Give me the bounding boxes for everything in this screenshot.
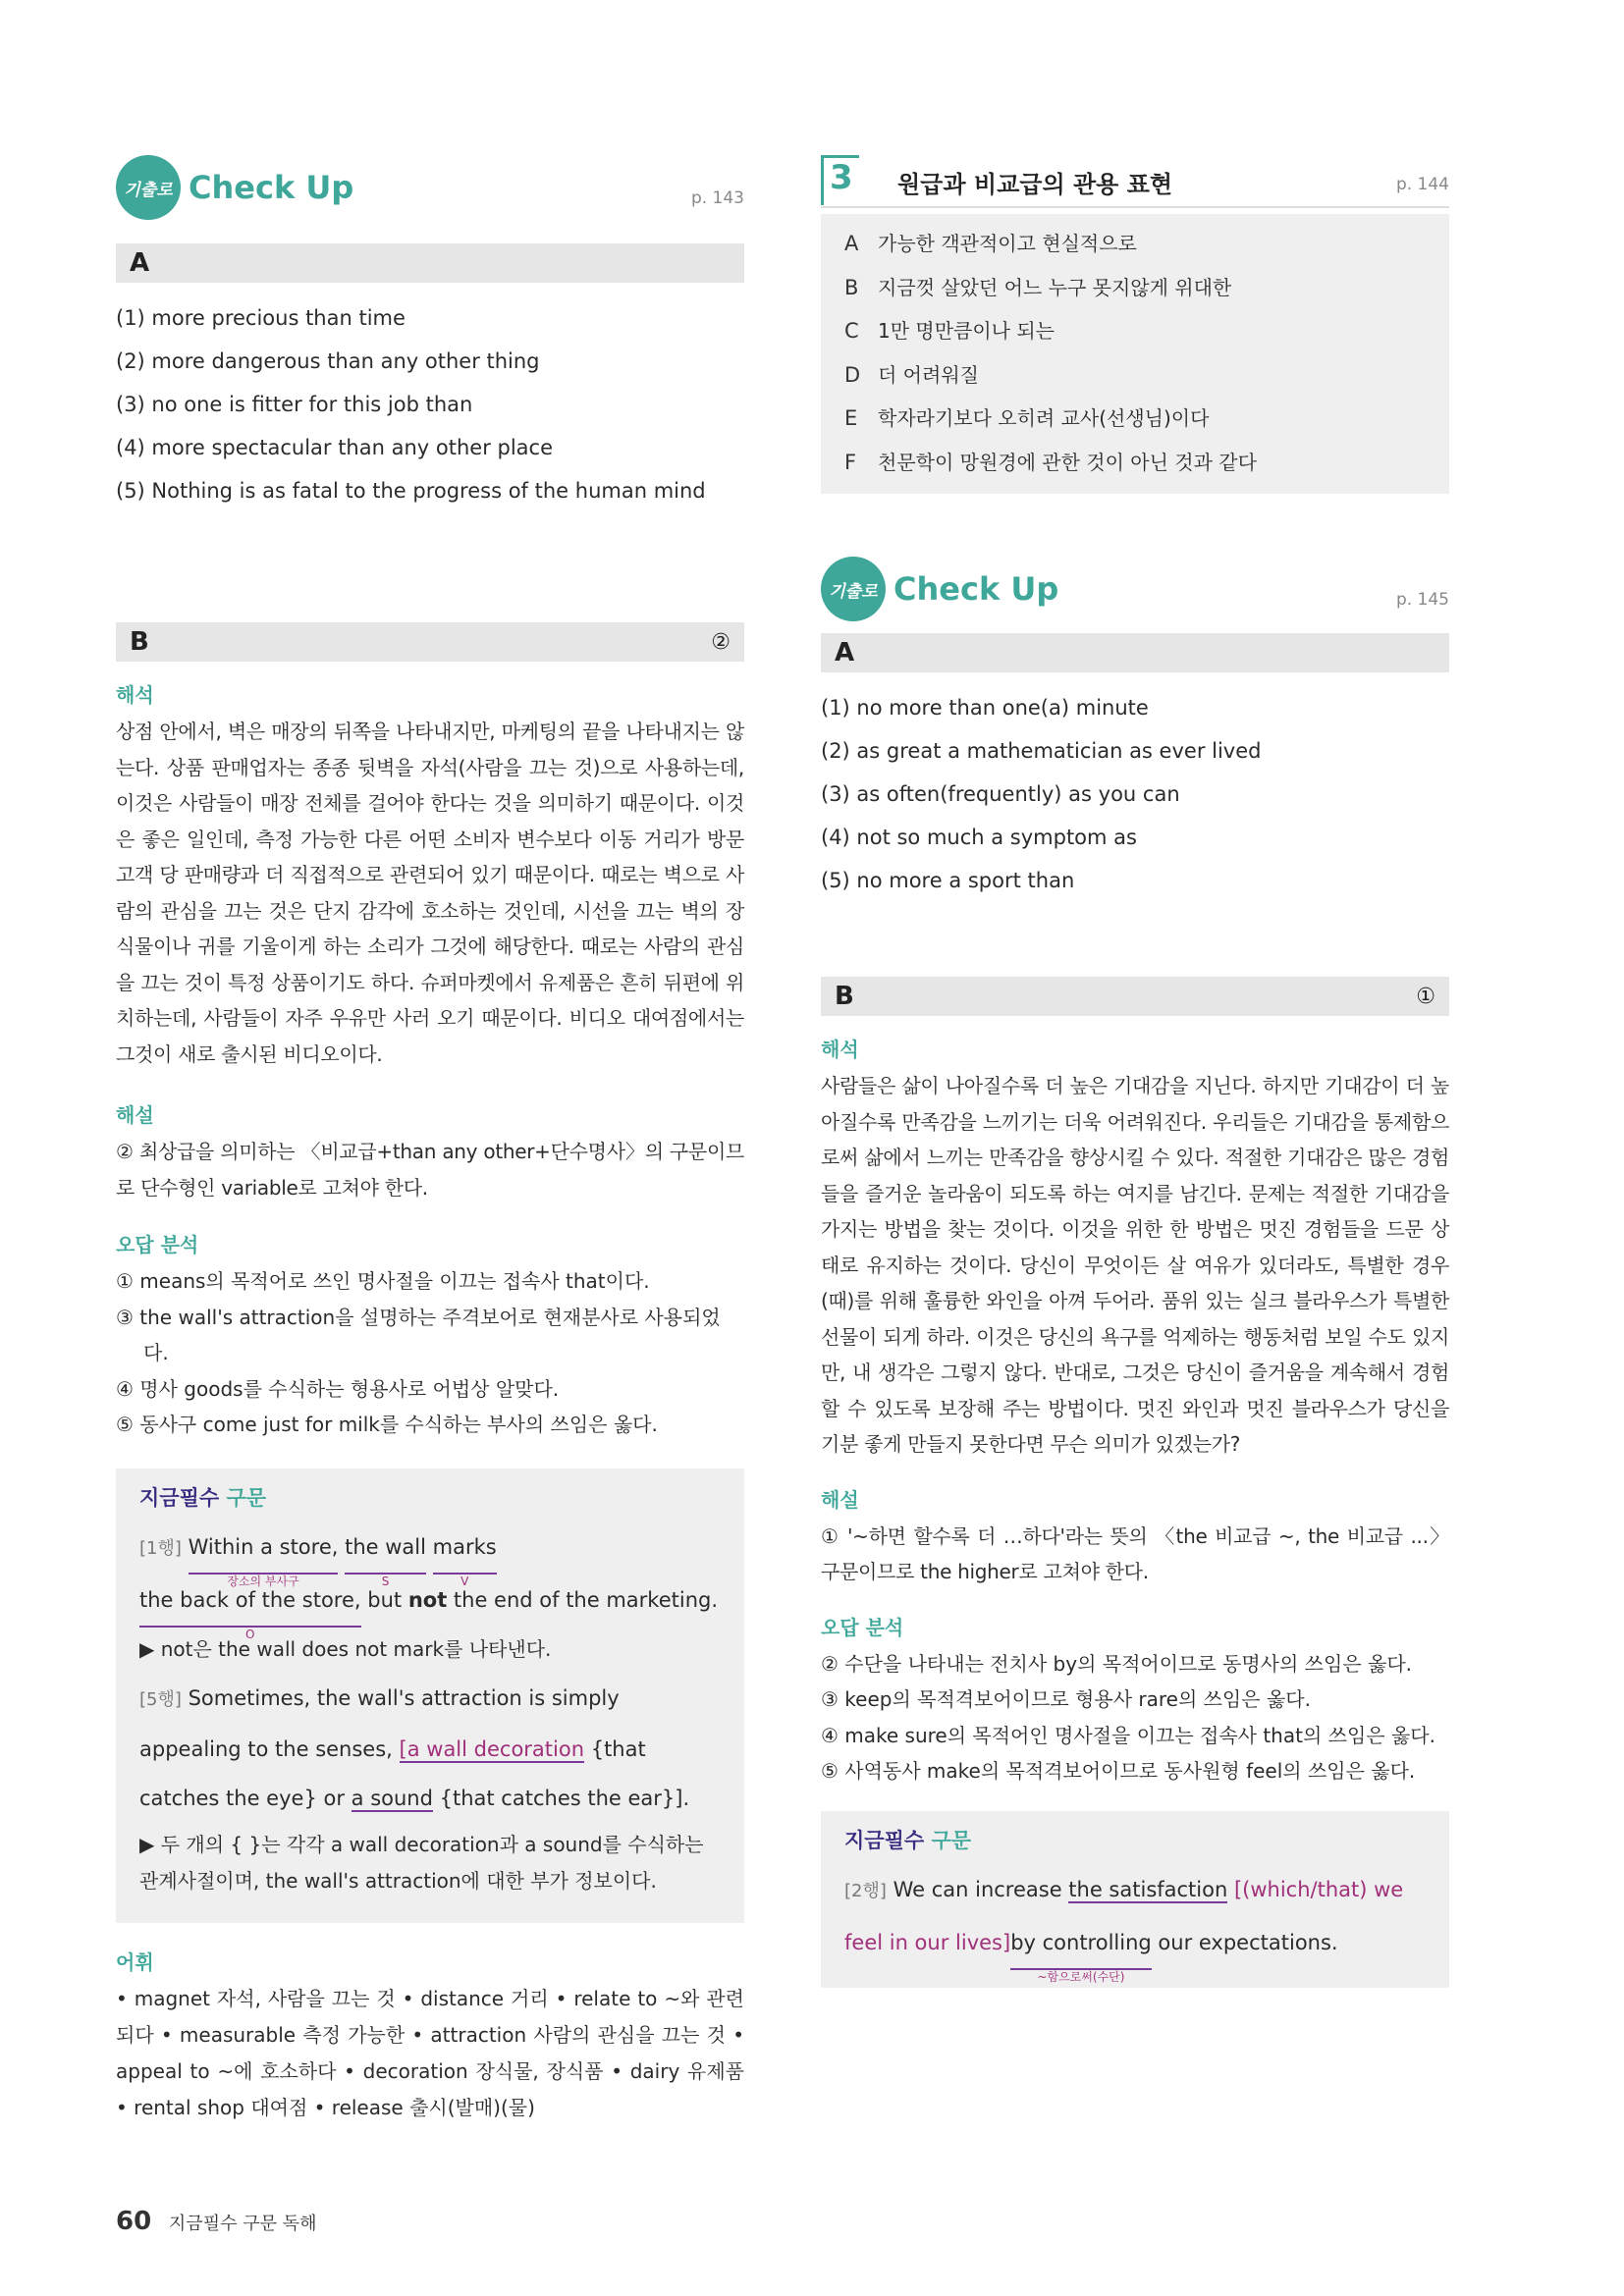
wrong-item: ① means의 목적어로 쓰인 명사절을 이끄는 접속사 that이다. bbox=[116, 1269, 650, 1293]
wrong-analysis-label: 오답 분석 bbox=[116, 1233, 199, 1256]
translation-label: 해석 bbox=[116, 683, 154, 707]
expression-item: F 천문학이 망원경에 관한 것이 아닌 것과 같다 bbox=[844, 450, 1257, 474]
wrong-analysis-list bbox=[116, 1263, 744, 1443]
page-ref: p. 144 bbox=[1395, 175, 1449, 194]
answer-item: (4) not so much a symptom as bbox=[821, 826, 1137, 849]
wrong-item: ③ the wall's attraction을 설명하는 주격보어로 현재분사로 사용되었다. bbox=[116, 1305, 721, 1364]
answer-item: (2) more dangerous than any other thing bbox=[116, 349, 540, 373]
grammar-title: 원급과 비교급의 관용 표현 bbox=[897, 171, 1173, 198]
checkup-badge: 기출로 bbox=[821, 557, 886, 621]
grammar-header bbox=[821, 147, 1449, 208]
answer-list-a bbox=[116, 296, 744, 512]
explanation-label: 해설 bbox=[116, 1103, 154, 1127]
wrong-analysis-list bbox=[821, 1646, 1449, 1789]
wrong-item: ④ 명사 goods를 수식하는 형용사로 어법상 알맞다. bbox=[116, 1376, 560, 1401]
answer-mark: ② bbox=[711, 629, 731, 655]
wrong-item: ⑤ 사역동사 make의 목적격보어이므로 동사원형 feel의 쓰임은 옳다. bbox=[821, 1759, 1416, 1783]
section-label: A bbox=[835, 638, 855, 667]
wrong-analysis-label: 오답 분석 bbox=[821, 1615, 904, 1639]
subject: the wall S bbox=[345, 1522, 426, 1575]
wrong-item: ② 수단을 나타내는 전치사 by의 목적어이므로 동명사의 쓰임은 옳다. bbox=[821, 1651, 1412, 1676]
page-ref: p. 143 bbox=[690, 188, 744, 208]
answer-list-a bbox=[821, 686, 1449, 902]
wrong-item: ③ keep의 목적격보어이므로 형용사 rare의 쓰임은 옳다. bbox=[821, 1687, 1311, 1711]
answer-item: (4) more spectacular than any other place bbox=[116, 436, 553, 459]
left-column bbox=[116, 147, 744, 2126]
vocab-label: 어휘 bbox=[116, 1949, 154, 1974]
page-number: 60 bbox=[116, 2207, 152, 2236]
section-b-bar bbox=[116, 622, 744, 662]
adverbial-phrase: Within a store, 장소의 부사구 bbox=[189, 1522, 339, 1575]
expression-item: D 더 어려워질 bbox=[844, 362, 979, 387]
answer-item: (1) more precious than time bbox=[116, 306, 406, 330]
object: the back of the store, O bbox=[139, 1575, 361, 1628]
page-ref: p. 145 bbox=[1395, 590, 1449, 610]
syntax-sentence-2: [5행] Sometimes, the wall's attraction is simply appealing to the senses, [a wall decoration {that catches the eye} or a sound {that catches the ear}]. bbox=[139, 1685, 690, 1810]
page-footer bbox=[116, 2207, 316, 2236]
checkup-title: Check Up bbox=[189, 169, 354, 206]
answer-item: (5) no more a sport than bbox=[821, 869, 1075, 892]
expression-box bbox=[821, 214, 1449, 494]
syntax-note-1: ▶ not은 the wall does not mark를 나타낸다. bbox=[139, 1636, 552, 1661]
section-label: B bbox=[130, 627, 149, 657]
expression-item: C 1만 명만큼이나 되는 bbox=[844, 319, 1055, 343]
answer-item: (3) as often(frequently) as you can bbox=[821, 782, 1180, 806]
answer-item: (5) Nothing is as fatal to the progress of the human mind bbox=[116, 479, 706, 503]
book-title: 지금필수 구문 독해 bbox=[168, 2214, 317, 2234]
box-title: 지금필수 구문 bbox=[844, 1828, 972, 1852]
key-syntax-box bbox=[116, 1468, 744, 1923]
vocab-text: • magnet 자석, 사람을 끄는 것 • distance 거리 • relate to ~와 관련되다 • measurable 측정 가능한 • attraction 사람의 관심을 끄는 것 • appeal to ~에 호소하다 • decoration 장식물, 장식품 • dairy 유제품 • rental shop 대여점 • release 출시(발매)(물) bbox=[116, 1986, 744, 2119]
checkup-badge: 기출로 bbox=[116, 155, 181, 220]
expression-item: A 가능한 객관적이고 현실적으로 bbox=[844, 232, 1137, 255]
answer-item: (1) no more than one(a) minute bbox=[821, 696, 1149, 720]
section-a-bar bbox=[116, 243, 744, 283]
checkup-header-2 bbox=[821, 549, 1449, 627]
checkup-title: Check Up bbox=[893, 570, 1059, 608]
explanation-text: ② 최상급을 의미하는 〈비교급+than any other+단수명사〉의 구문이므로 단수형인 variable로 고쳐야 한다. bbox=[116, 1140, 744, 1200]
wrong-item: ⑤ 동사구 come just for milk를 수식하는 부사의 쓰임은 옳다. bbox=[116, 1413, 658, 1436]
section-label: A bbox=[130, 248, 150, 278]
translation-text: 상점 안에서, 벽은 매장의 뒤쪽을 나타내지만, 마케팅의 끝을 나타내지는 않는다. 상품 판매업자는 종종 뒷벽을 자석(사람을 끄는 것)으로 사용하는데, 이것은 사람들이 매장 전체를 걸어야 한다는 것을 의미하기 때문이다. 이것은 좋은 일인데, 측정 가능한 다른 어떤 소비자 변수보다 이동 거리가 방문 고객 당 판매량과 더 직접적으로 관련되어 있기 때문이다. 때로는 벽으로 사람의 관심을 끄는 것은 단지 감각에 호소하는 것인데, 시선을 끄는 벽의 장식물이나 귀를 기울이게 하는 소리가 그것에 해당한다. 때로는 사람의 관심을 끄는 것이 특정 상품이기도 하다. 슈퍼마켓에서 유제품은 흔히 뒤편에 위치하는데, 사람들이 자주 우유만 사러 오기 때문이다. 비디오 대여점에서는 그것이 새로 출시된 비디오이다. bbox=[116, 720, 744, 1066]
section-b-bar bbox=[821, 977, 1449, 1016]
explanation-label: 해설 bbox=[821, 1487, 859, 1512]
translation-text: 사람들은 삶이 나아질수록 더 높은 기대감을 지닌다. 하지만 기대감이 더 높아질수록 만족감을 느끼기는 더욱 어려워진다. 우리들은 기대감을 통제함으로써 삶에서 느끼는 만족감을 향상시킬 수 있다. 적절한 기대감은 많은 경험들을 즐거운 놀라움이 되도록 하는 여지를 남긴다. 문제는 적절한 기대감을 가지는 방법을 찾는 것이다. 이것을 위한 한 방법은 멋진 경험들을 드문 상태로 유지하는 것이다. 당신이 무엇이든 살 여유가 있더라도, 특별한 경우(때)를 위해 훌륭한 와인을 아껴 두어라. 품위 있는 실크 블라우스가 특별한 선물이 되게 하라. 이것은 당신의 욕구를 억제하는 행동처럼 보일 수도 있지만, 내 생각은 그렇지 않다. 반대로, 그것은 당신이 즐거움을 계속해서 경험할 수 있도록 보장해 주는 방법이다. 멋진 와인과 멋진 블라우스가 당신을 기분 좋게 만들지 못한다면 무슨 의미가 있겠는가? bbox=[821, 1074, 1449, 1456]
expression-item: E 학자라기보다 오히려 교사(선생님)이다 bbox=[844, 406, 1210, 430]
explanation-text: ① '~하면 할수록 더 …하다'라는 뜻의 〈the 비교급 ~, the 비교급 ...〉 구문이므로 the higher로 고쳐야 한다. bbox=[821, 1523, 1449, 1583]
expression-item: B 지금껏 살았던 어느 누구 못지않게 위대한 bbox=[844, 275, 1232, 299]
wrong-item: ④ make sure의 목적어인 명사절을 이끄는 접속사 that의 쓰임은 옳다. bbox=[821, 1723, 1435, 1747]
syntax-sentence-1: [1행] Within a store, 장소의 부사구 the wall S marks V the back of the store, O but not the end of the marketing. bbox=[139, 1522, 721, 1628]
syntax-sentence-1: [2행] We can increase the satisfaction [(which/that) we feel in our lives]by controlling ~함으로써(수단) our expectations. bbox=[844, 1877, 1404, 1984]
grammar-number: 3 bbox=[821, 155, 859, 205]
means-phrase: by controlling ~함으로써(수단) bbox=[1010, 1917, 1152, 1970]
verb: marks V bbox=[433, 1522, 497, 1575]
section-a-bar bbox=[821, 633, 1449, 672]
right-column bbox=[821, 147, 1449, 1988]
section-label: B bbox=[835, 982, 854, 1011]
answer-item: (3) no one is fitter for this job than bbox=[116, 393, 473, 416]
answer-item: (2) as great a mathematician as ever lived bbox=[821, 739, 1262, 763]
answer-mark: ① bbox=[1416, 984, 1435, 1009]
key-syntax-box bbox=[821, 1811, 1449, 1988]
syntax-note-2: ▶ 두 개의 { }는 각각 a wall decoration과 a sound를 수식하는 관계사절이며, the wall's attraction에 대한 부가 정보이다. bbox=[139, 1832, 704, 1893]
box-title: 지금필수 구문 bbox=[139, 1485, 267, 1510]
translation-label: 해석 bbox=[821, 1038, 859, 1061]
checkup-header-1 bbox=[116, 147, 744, 226]
